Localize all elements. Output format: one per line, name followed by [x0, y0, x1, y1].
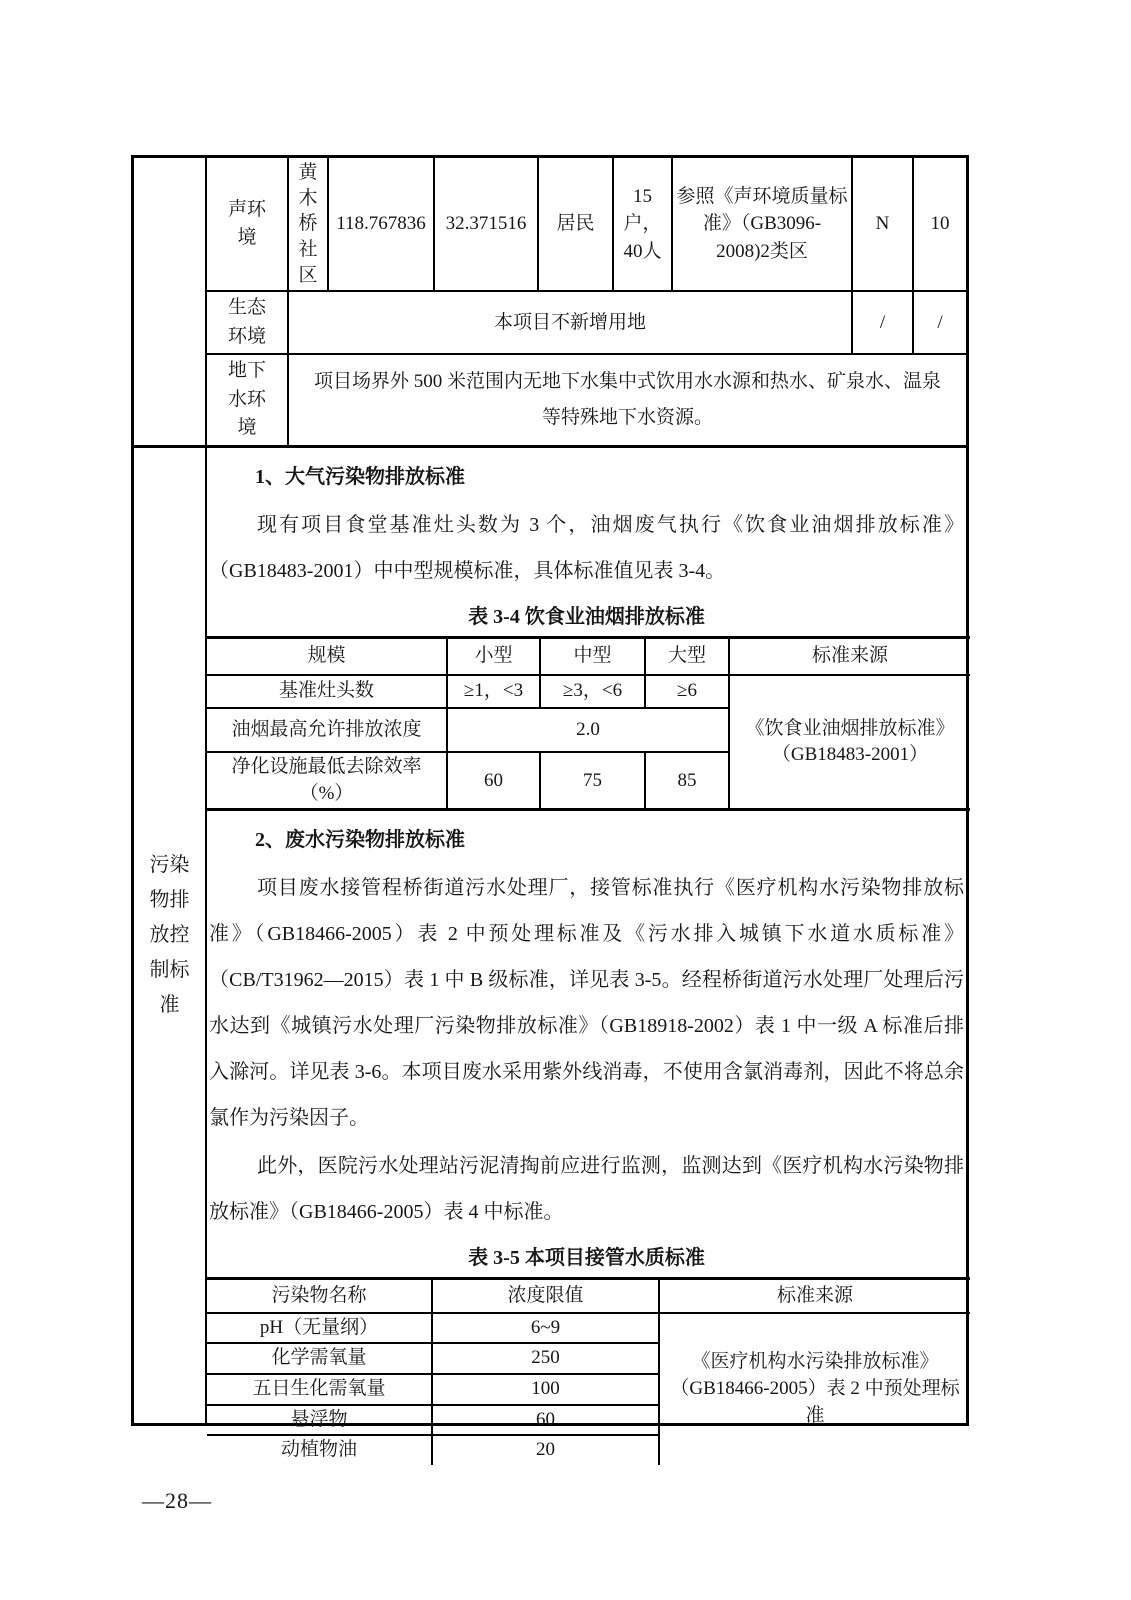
t34-efficiency-medium: 75 [540, 752, 645, 810]
paragraph-air-standards: 现有项目食堂基准灶头数为 3 个，油烟废气执行《饮食业油烟排放标准》（GB18483-2001）中中型规模标准，具体标准值见表 3-4。 [209, 513, 964, 582]
t34-col-small: 小型 [447, 637, 540, 675]
t35-cod-limit: 250 [432, 1343, 659, 1374]
ecology-col-n: / [852, 291, 913, 354]
table-row-ecology [207, 291, 966, 354]
t35-bod5-limit: 100 [432, 1374, 659, 1405]
t35-bod5-name: 五日生化需氧量 [207, 1374, 432, 1405]
noise-standard: 参照《声环境质量标准》（GB3096-2008)2类区 [672, 158, 852, 291]
t34-stove-label: 基准灶头数 [207, 675, 447, 708]
noise-receptor-scale: 15户，40人 [613, 158, 672, 291]
table-row-header [207, 1279, 970, 1313]
table-row-stove-count [207, 675, 970, 708]
ecology-row-label: 生态环境 [207, 291, 288, 354]
section-content-cell [206, 446, 968, 1461]
t34-concentration-label: 油烟最高允许排放浓度 [207, 708, 447, 752]
t34-col-large: 大型 [645, 637, 729, 675]
t35-ss-limit: 60 [432, 1405, 659, 1436]
t35-oil-limit: 20 [432, 1435, 659, 1465]
heading-air-standards: 1、大气污染物排放标准 [255, 465, 465, 488]
t35-cod-name: 化学需氧量 [207, 1343, 432, 1374]
groundwater-row-label: 地下水环境 [207, 354, 288, 445]
table-row-groundwater [207, 354, 966, 445]
noise-col-n: N [852, 158, 913, 291]
t35-ph-limit: 6~9 [432, 1313, 659, 1344]
t34-efficiency-large: 85 [645, 752, 729, 810]
noise-latitude: 32.371516 [434, 158, 538, 291]
ecology-col-10: / [913, 291, 966, 354]
t34-stove-large: ≥6 [645, 675, 729, 708]
table-3-4 [207, 636, 970, 812]
page-number: —28— [142, 1488, 212, 1513]
table-3-5-caption: 表 3-5 本项目接管水质标准 [468, 1247, 705, 1270]
ecology-content: 本项目不新增用地 [288, 291, 852, 354]
table-3-5 [207, 1277, 970, 1464]
noise-receptor-type: 居民 [538, 158, 613, 291]
table-3-4-caption: 表 3-4 饮食业油烟排放标准 [468, 605, 705, 628]
paragraph-wastewater-standards: 项目废水接管程桥街道污水处理厂，接管标准执行《医疗机构水污染物排放标准》（GB18466-2005）表 2 中预处理标准及《污水排入城镇下水道水质标准》（CB/T31962—2015）表 1 中 B 级标准，详见表 3-5。经程桥街道污水处理厂处理后污水达到《城镇污水处理厂污染物排放标准》（GB18918-2002）表 1 中一级 A 标准后排入滁河。详见表 3-6。本项目废水采用紫外线消毒，不使用含氯消毒剂，因此不将总余氯作为污染因子。 [209, 877, 964, 1130]
t35-ph-name: pH（无量纲） [207, 1313, 432, 1344]
form-table [131, 155, 969, 1461]
noise-col-10: 10 [913, 158, 966, 291]
t34-efficiency-small: 60 [447, 752, 540, 810]
groundwater-content: 项目场界外 500 米范围内无地下水集中式饮用水水源和热水、矿泉水、温泉等特殊地下水资源。 [313, 370, 941, 428]
t35-oil-name: 动植物油 [207, 1435, 432, 1465]
heading-wastewater-standards: 2、废水污染物排放标准 [255, 829, 465, 852]
paragraph-sludge-monitoring: 此外，医院污水处理站污泥清掏前应进行监测，监测达到《医疗机构水污染物排放标准》（GB18466-2005）表 4 中标准。 [209, 1155, 964, 1224]
noise-row-label: 声环境 [207, 158, 288, 291]
table-3-5-wrapper [207, 1277, 966, 1464]
t34-col-scale: 规模 [207, 637, 447, 675]
t34-col-medium: 中型 [540, 637, 645, 675]
noise-site-name: 黄木桥社区 [288, 158, 328, 291]
t35-ss-name: 悬浮物 [207, 1405, 432, 1436]
empty-label-cell [133, 157, 207, 447]
environment-table [207, 158, 966, 445]
t34-efficiency-label: 净化设施最低去除效率（%） [207, 752, 447, 810]
noise-longitude: 118.767836 [328, 158, 434, 291]
t35-col-pollutant: 污染物名称 [207, 1279, 432, 1313]
table-row-noise [207, 158, 966, 291]
t34-concentration-value: 2.0 [447, 708, 729, 752]
t35-col-limit: 浓度限值 [432, 1279, 659, 1313]
t35-col-source: 标准来源 [659, 1279, 970, 1313]
t34-stove-medium: ≥3，<6 [540, 675, 645, 708]
t35-source: 《医疗机构水污染排放标准》（GB18466-2005）表 2 中预处理标准 [659, 1313, 970, 1465]
section-row-label: 污染物排放控制标准 [133, 446, 207, 1424]
environment-rows-area [206, 157, 968, 447]
t34-col-source: 标准来源 [729, 637, 970, 675]
table-row-header [207, 637, 970, 675]
section-content [207, 448, 966, 1461]
table-row-ph [207, 1313, 970, 1344]
t34-stove-small: ≥1，<3 [447, 675, 540, 708]
t34-source: 《饮食业油烟排放标准》（GB18483-2001） [729, 675, 970, 810]
